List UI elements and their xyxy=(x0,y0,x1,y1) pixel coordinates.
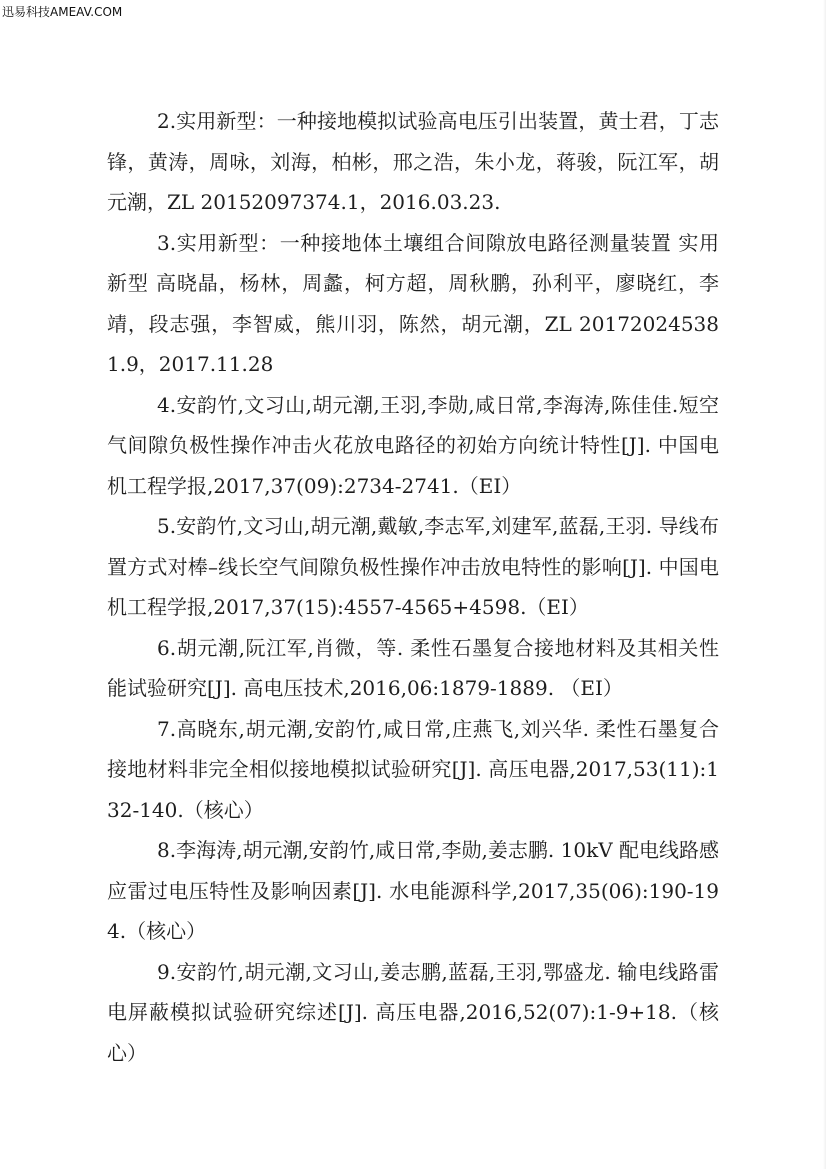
watermark-text: 迅易科技AMEAV.COM xyxy=(2,5,123,19)
reference-entry-2: 2.实用新型：一种接地模拟试验高电压引出装置，黄士君，丁志锋，黄涛，周咏，刘海，柏彬，邢之浩，朱小龙，蒋骏，阮江军，胡元潮，ZL 20152097374.1，2016.03.23. xyxy=(107,109,719,214)
reference-entry-4: 4.安韵竹,文习山,胡元潮,王羽,李勋,咸日常,李海涛,陈佳佳.短空气间隙负极性操作冲击火花放电路径的初始方向统计特性[J]. 中国电机工程学报,2017,37(09):2734-2741.（EI） xyxy=(107,392,719,498)
reference-entry-7: 7.高晓东,胡元潮,安韵竹,咸日常,庄燕飞,刘兴华. 柔性石墨复合接地材料非完全相似接地模拟试验研究[J]. 高压电器,2017,53(11):132-140.（核心） xyxy=(107,716,719,822)
reference-entry-5: 5.安韵竹,文习山,胡元潮,戴敏,李志军,刘建军,蓝磊,王羽. 导线布置方式对棒–线长空气间隙负极性操作冲击放电特性的影响[J]. 中国电机工程学报,2017,37(15):4557-4565+4598.（EI） xyxy=(107,514,719,619)
reference-entry-3: 3.实用新型：一种接地体土壤组合间隙放电路径测量装置 实用新型 高晓晶，杨林，周蠡，柯方超，周秋鹏，孙利平，廖晓红，李靖，段志强，李智威，熊川羽，陈然，胡元潮，ZL 201720245381.9，2017.11.28 xyxy=(107,230,719,376)
reference-entry-6: 6.胡元潮,阮江军,肖微，等. 柔性石墨复合接地材料及其相关性能试验研究[J]. 高电压技术,2016,06:1879-1889. （EI） xyxy=(107,635,719,700)
document-body xyxy=(107,101,719,1073)
reference-entry-9: 9.安韵竹,胡元潮,文习山,姜志鹏,蓝磊,王羽,鄂盛龙. 输电线路雷电屏蔽模拟试验研究综述[J]. 高压电器,2016,52(07):1-9+18.（核心） xyxy=(107,959,719,1065)
reference-entry-8: 8.李海涛,胡元潮,安韵竹,咸日常,李勋,姜志鹏. 10kV 配电线路感应雷过电压特性及影响因素[J]. 水电能源科学,2017,35(06):190-194.（核心） xyxy=(107,838,719,943)
